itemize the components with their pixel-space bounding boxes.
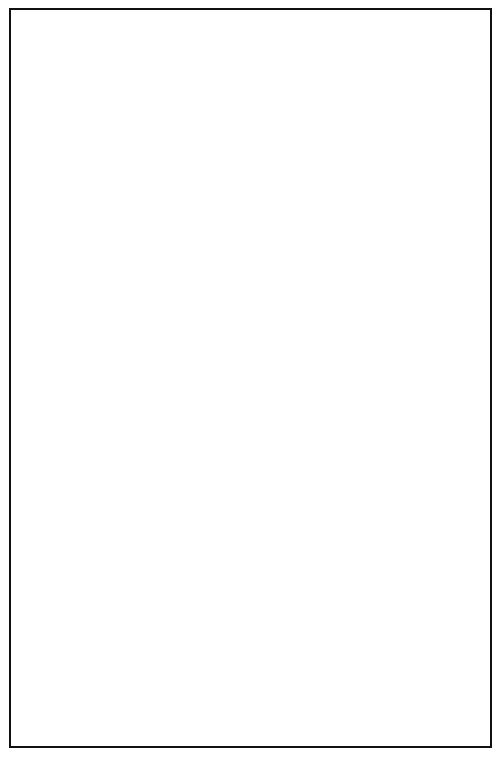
scripture-page [9, 8, 492, 748]
